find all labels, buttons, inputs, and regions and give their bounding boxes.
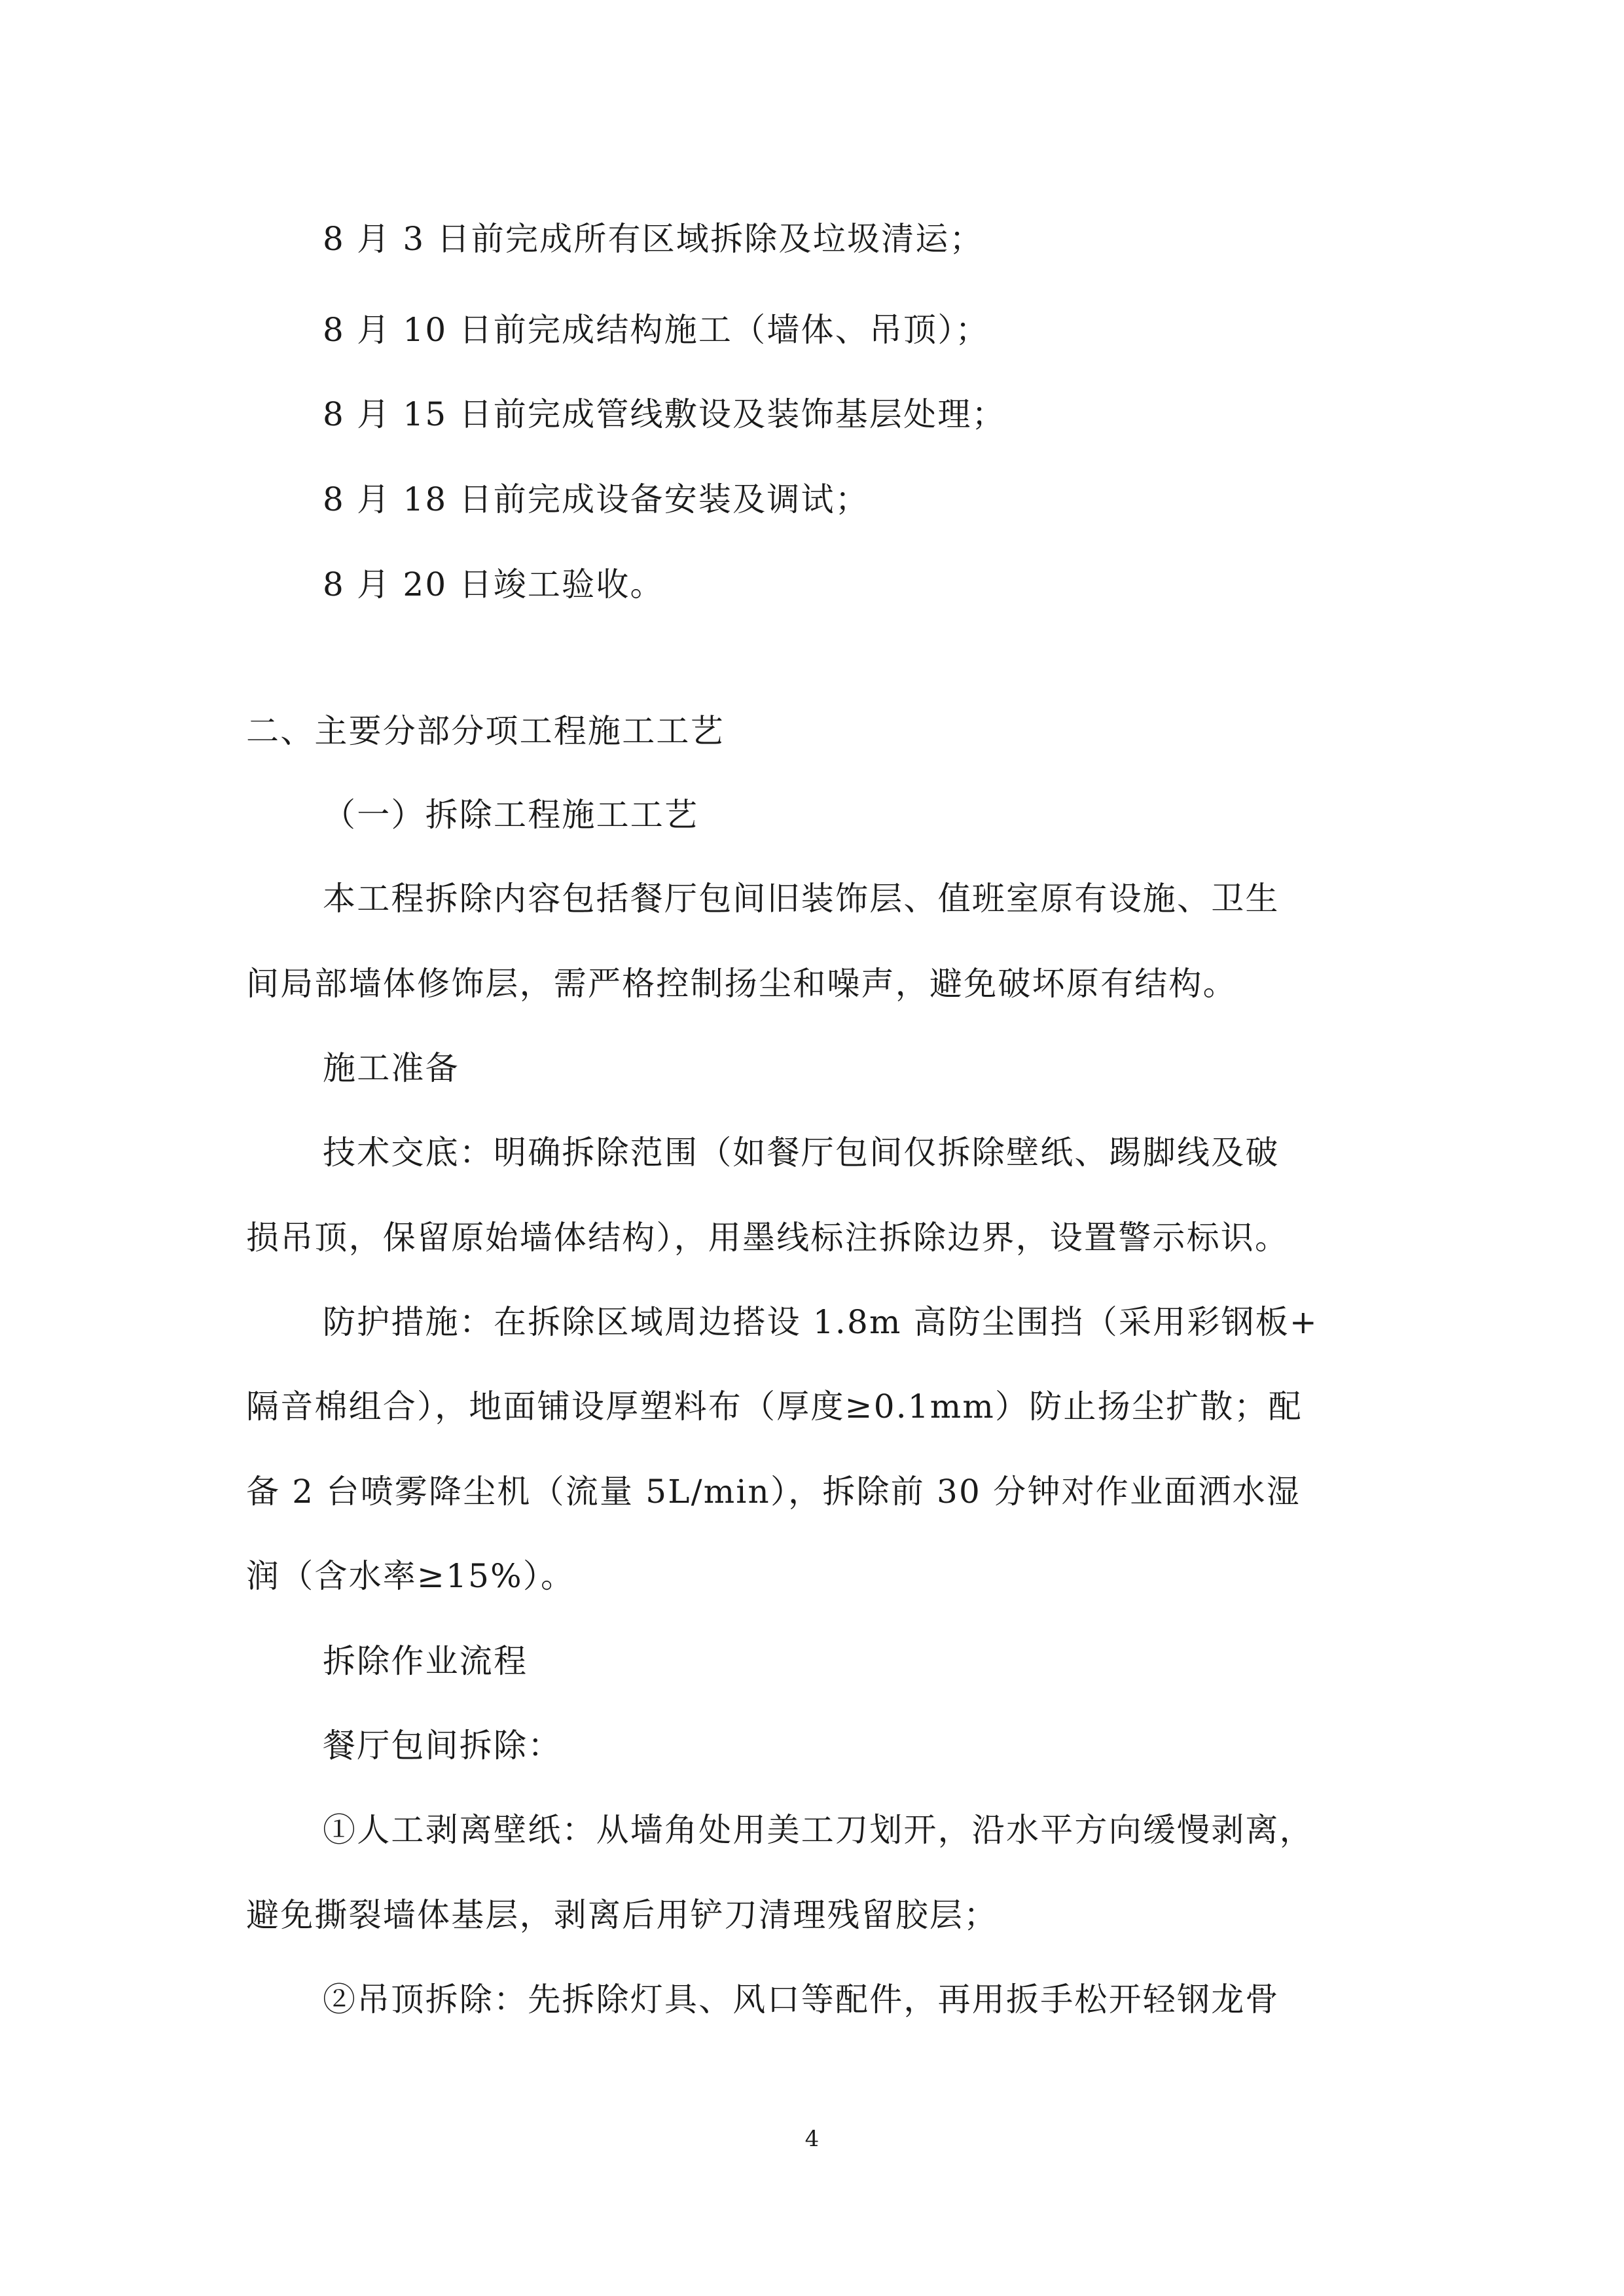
schedule-item-4: 8 月 18 日前完成设备安装及调试； xyxy=(323,480,869,518)
prep-heading: 施工准备 xyxy=(323,1049,460,1087)
tech-brief-line-1: 技术交底：明确拆除范围（如餐厅包间仅拆除壁纸、踢脚线及破 xyxy=(323,1134,1280,1172)
subsection-heading: （一）拆除工程施工工艺 xyxy=(323,796,699,834)
protection-line-4: 润（含水率≥15%）。 xyxy=(246,1557,575,1595)
protection-line-2: 隔音棉组合），地面铺设厚塑料布（厚度≥0.1mm）防止扬尘扩散；配 xyxy=(246,1388,1303,1426)
page-number: 4 xyxy=(804,2126,820,2152)
process-heading: 拆除作业流程 xyxy=(323,1642,528,1680)
protection-line-1: 防护措施：在拆除区域周边搭设 1.8m 高防尘围挡（采用彩钢板+ xyxy=(323,1303,1319,1341)
schedule-item-1: 8 月 3 日前完成所有区域拆除及垃圾清运； xyxy=(323,220,984,258)
schedule-item-2: 8 月 10 日前完成结构施工（墙体、吊顶）； xyxy=(323,311,990,349)
schedule-item-3: 8 月 15 日前完成管线敷设及装饰基层处理； xyxy=(323,395,1006,433)
step1-line-1: ①人工剥离壁纸：从墙角处用美工刀划开，沿水平方向缓慢剥离， xyxy=(323,1811,1314,1849)
section-heading: 二、主要分部分项工程施工工艺 xyxy=(246,712,725,750)
restaurant-heading: 餐厅包间拆除： xyxy=(323,1727,562,1765)
step2-line-1: ②吊顶拆除：先拆除灯具、风口等配件，再用扳手松开轻钢龙骨 xyxy=(323,1981,1280,2018)
intro-line-2: 间局部墙体修饰层，需严格控制扬尘和噪声，避免破坏原有结构。 xyxy=(246,965,1237,1003)
protection-line-3: 备 2 台喷雾降尘机（流量 5L/min），拆除前 30 分钟对作业面洒水湿 xyxy=(246,1473,1301,1511)
step1-line-2: 避免撕裂墙体基层，剥离后用铲刀清理残留胶层； xyxy=(246,1896,998,1934)
intro-line-1: 本工程拆除内容包括餐厅包间旧装饰层、值班室原有设施、卫生 xyxy=(323,880,1280,918)
tech-brief-line-2: 损吊顶，保留原始墙体结构），用墨线标注拆除边界，设置警示标识。 xyxy=(246,1219,1290,1257)
schedule-item-5: 8 月 20 日竣工验收。 xyxy=(323,565,664,603)
